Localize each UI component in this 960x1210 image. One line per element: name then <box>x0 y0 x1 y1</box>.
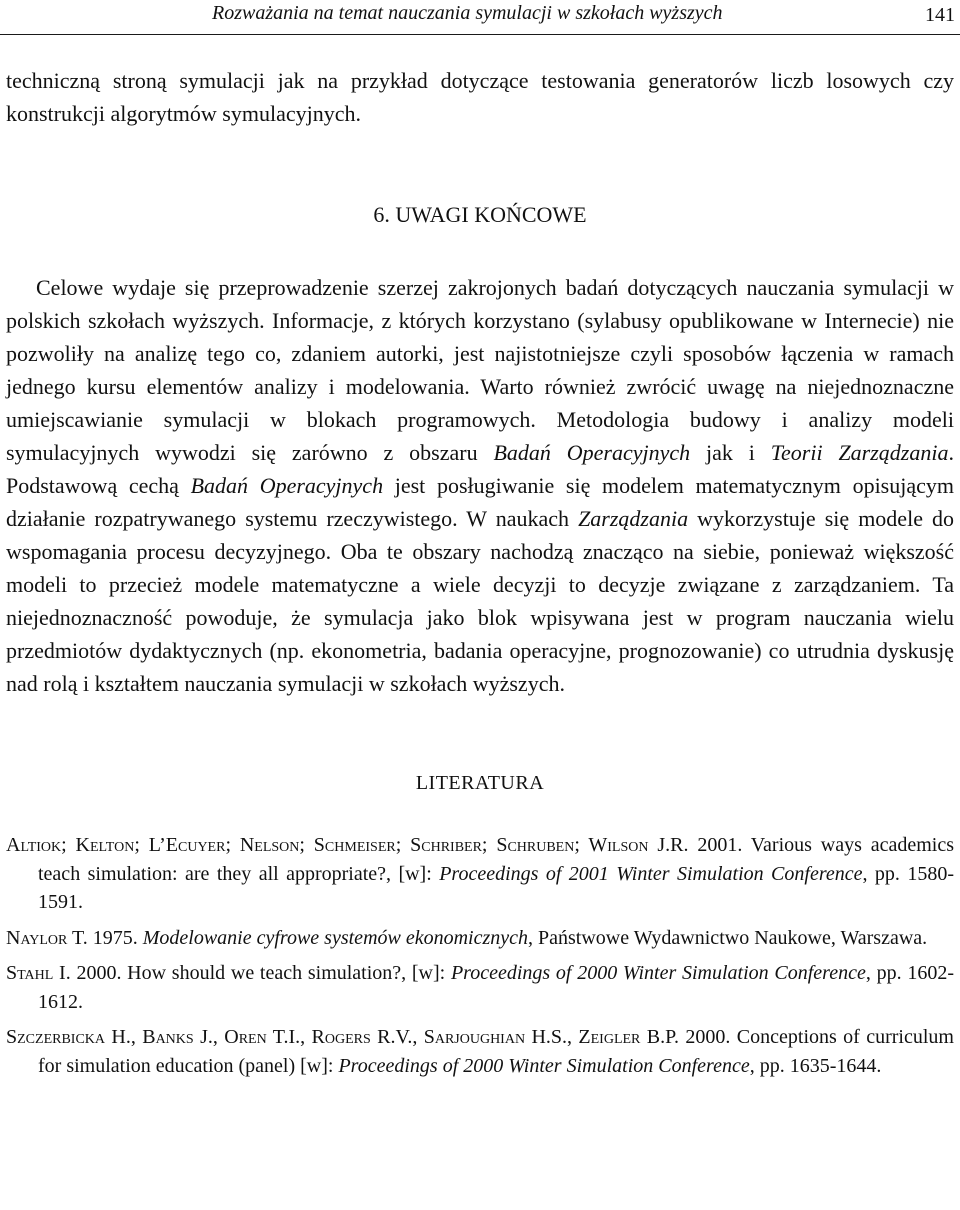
reference-item <box>6 924 954 953</box>
paragraph-text: . Podstawową cechą <box>6 440 954 498</box>
reference-item <box>6 831 954 917</box>
conclusions-paragraph <box>6 271 954 700</box>
reference-pages: , Państwowe Wydawnictwo Naukowe, Warszawa. <box>528 926 928 949</box>
reference-details: 2000. How should we teach simulation?, [w]: <box>70 962 451 984</box>
reference-pages: , pp. 1580-1591. <box>38 862 954 913</box>
reference-authors: Naylor T. <box>6 926 88 949</box>
emphasis-text: Teorii Zarządzania <box>770 440 949 465</box>
reference-authors: Stahl I. <box>6 962 71 984</box>
reference-pages: , pp. 1602-1612. <box>38 962 954 1013</box>
reference-source: Proceedings of 2001 Winter Simulation Conference <box>439 862 863 885</box>
bibliography-list <box>6 831 954 1080</box>
emphasis-text: Badań Operacyjnych <box>190 473 384 498</box>
paragraph-text: jest posługiwanie się modelem matematycznym opisującym działanie rozpatrywanego systemu rzeczywistego. W naukach <box>6 473 954 531</box>
section-heading: 6. UWAGI KOŃCOWE <box>373 202 587 227</box>
reference-item <box>6 1023 954 1080</box>
running-head: Rozważania na temat nauczania symulacji w szkołach wyższych <box>212 2 723 24</box>
intro-paragraph: techniczną stroną symulacji jak na przykład dotyczące testowania generatorów liczb losowych czy konstrukcji algorytmów symulacyjnych. <box>6 68 954 126</box>
emphasis-text: Zarządzania <box>578 506 689 531</box>
page-body <box>6 64 954 1087</box>
reference-authors: Altiok; Kelton; L’Ecuyer; Nelson; Schmeiser; Schriber; Schruben; Wilson J.R. <box>6 834 689 856</box>
reference-pages: , pp. 1635-1644. <box>749 1054 882 1077</box>
reference-source: Modelowanie cyfrowe systemów ekonomicznych <box>142 926 529 949</box>
reference-source: Proceedings of 2000 Winter Simulation Conference <box>338 1054 750 1077</box>
page-number: 141 <box>925 4 955 26</box>
page-header <box>0 0 960 35</box>
reference-details: 1975. <box>87 926 143 949</box>
emphasis-text: Badań Operacyjnych <box>493 440 691 465</box>
reference-details: 2001. Various ways academics teach simulation: are they all appropriate?, [w]: <box>38 834 954 885</box>
paragraph-text: wykorzystuje się modele do wspomagania procesu decyzyjnego. Oba te obszary nachodzą znacząco na siebie, ponieważ większość modeli to przecież modele matematyczne a wiele decyzji to decyzje związane z zarządzaniem. Ta niejednoznaczność powoduje, że symulacja jako blok wpisywana jest w program nauczania wielu przedmiotów dydaktycznych (np. ekonometria, badania operacyjne, prognozowanie) co utrudnia dyskusję nad rolą i kształtem nauczania symulacji w szkołach wyższych. <box>6 506 954 696</box>
paragraph-text: Celowe wydaje się przeprowadzenie szerzej zakrojonych badań dotyczących nauczania symulacji w polskich szkołach wyższych. Informacje, z których korzystano (sylabusy opublikowane w Internecie) nie pozwoliły na analizę tego co, zdaniem autorki, jest najistotniejsze czyli sposobów łączenia w ramach jednego kursu elementów analizy i modelowania. Warto również zwrócić uwagę na niejednoznaczne umiejscawianie symulacji w blokach programowych. Metodologia budowy i analizy modeli symulacyjnych wywodzi się zarówno z obszaru <box>6 275 954 465</box>
reference-details: 2000. Conceptions of curriculum for simulation education (panel) [w]: <box>38 1026 954 1077</box>
reference-authors: Szczerbicka H., Banks J., Oren T.I., Rogers R.V., Sarjoughian H.S., Zeigler B.P. <box>6 1026 680 1048</box>
reference-item <box>6 959 954 1016</box>
reference-source: Proceedings of 2000 Winter Simulation Conference <box>450 962 866 984</box>
bibliography-heading: LITERATURA <box>415 772 545 794</box>
paragraph-text: jak i <box>690 440 771 465</box>
